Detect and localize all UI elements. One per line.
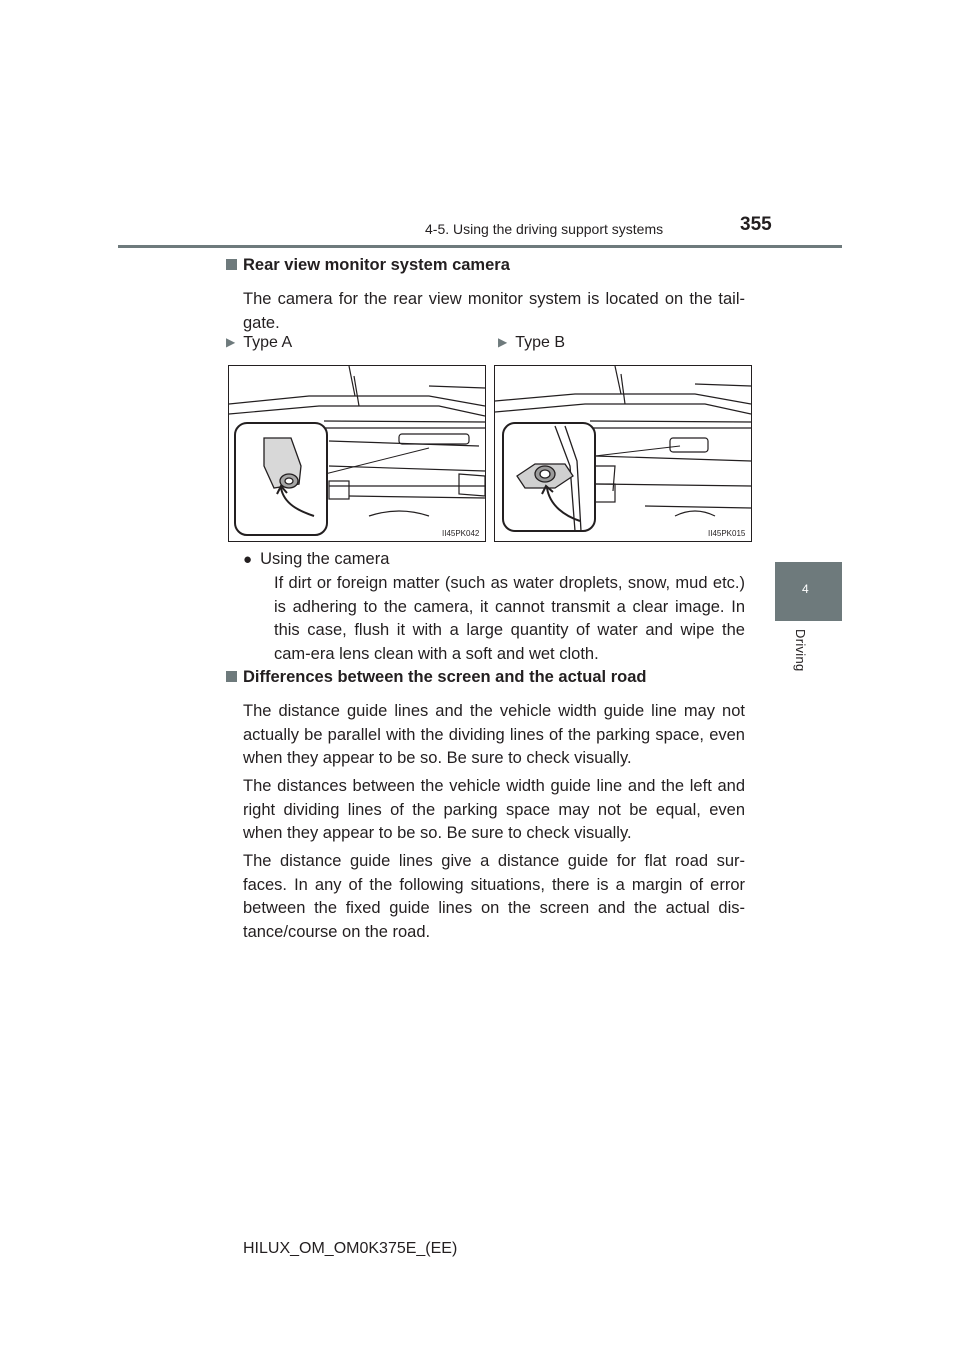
square-bullet-icon xyxy=(226,671,237,682)
page-number: 355 xyxy=(740,214,772,235)
figure-type-b xyxy=(494,365,752,542)
figure-type-a xyxy=(228,365,486,542)
chapter-number: 4 xyxy=(802,582,809,596)
footer-doc-id: HILUX_OM_OM0K375E_(EE) xyxy=(243,1240,458,1257)
chapter-tab xyxy=(775,562,842,621)
section-heading-differences xyxy=(226,668,646,687)
tailgate-camera-illustration-a xyxy=(229,366,485,541)
type-b-text: Type B xyxy=(515,334,566,351)
bullet-heading-using-camera xyxy=(243,548,389,572)
bullet-text-using-camera: If dirt or foreign matter (such as water droplets, snow, mud etc.) is adhering to the camera, it cannot transmit a clear image. In this case, flush it with a large quantity of water and wipe the cam-era lens clean with a soft and wet cloth. xyxy=(274,574,745,663)
figure-code-a: II45PK042 xyxy=(442,529,480,538)
header-divider xyxy=(118,245,842,248)
chapter-label-tab xyxy=(775,621,842,682)
tailgate-camera-illustration-b xyxy=(495,366,751,541)
section-heading-text: Differences between the screen and the actual road xyxy=(243,668,647,686)
paragraph-3: The distance guide lines give a distance guide for flat road sur-faces. In any of the following situations, there is a margin of error between the fixed guide lines on the screen and the actual dis-tance/course on the road. xyxy=(243,852,745,941)
section-heading-text: Rear view monitor system camera xyxy=(243,256,510,274)
square-bullet-icon xyxy=(226,259,237,270)
header-section-title: 4-5. Using the driving support systems xyxy=(425,221,664,237)
figure-code-b: II45PK015 xyxy=(708,529,746,538)
bullet-title: Using the camera xyxy=(260,550,390,568)
triangle-right-icon: ▶ xyxy=(498,335,508,349)
section-heading-camera xyxy=(226,256,510,275)
type-a-text: Type A xyxy=(243,334,293,351)
section-intro: The camera for the rear view monitor system is located on the tail-gate. xyxy=(243,290,745,332)
round-bullet-icon: ● xyxy=(243,551,253,568)
chapter-label: Driving xyxy=(793,629,808,672)
paragraph-1: The distance guide lines and the vehicle width guide line may not actually be parallel with the dividing lines of the parking space, even when they appear to be so. Be sure to check visually. xyxy=(243,702,745,767)
paragraph-2: The distances between the vehicle width guide line and the left and right dividing lines of the parking space may not be equal, even when they appear to be so. Be sure to check visually. xyxy=(243,777,745,842)
type-b-label xyxy=(498,334,565,352)
type-a-label xyxy=(226,334,292,352)
triangle-right-icon: ▶ xyxy=(226,335,236,349)
